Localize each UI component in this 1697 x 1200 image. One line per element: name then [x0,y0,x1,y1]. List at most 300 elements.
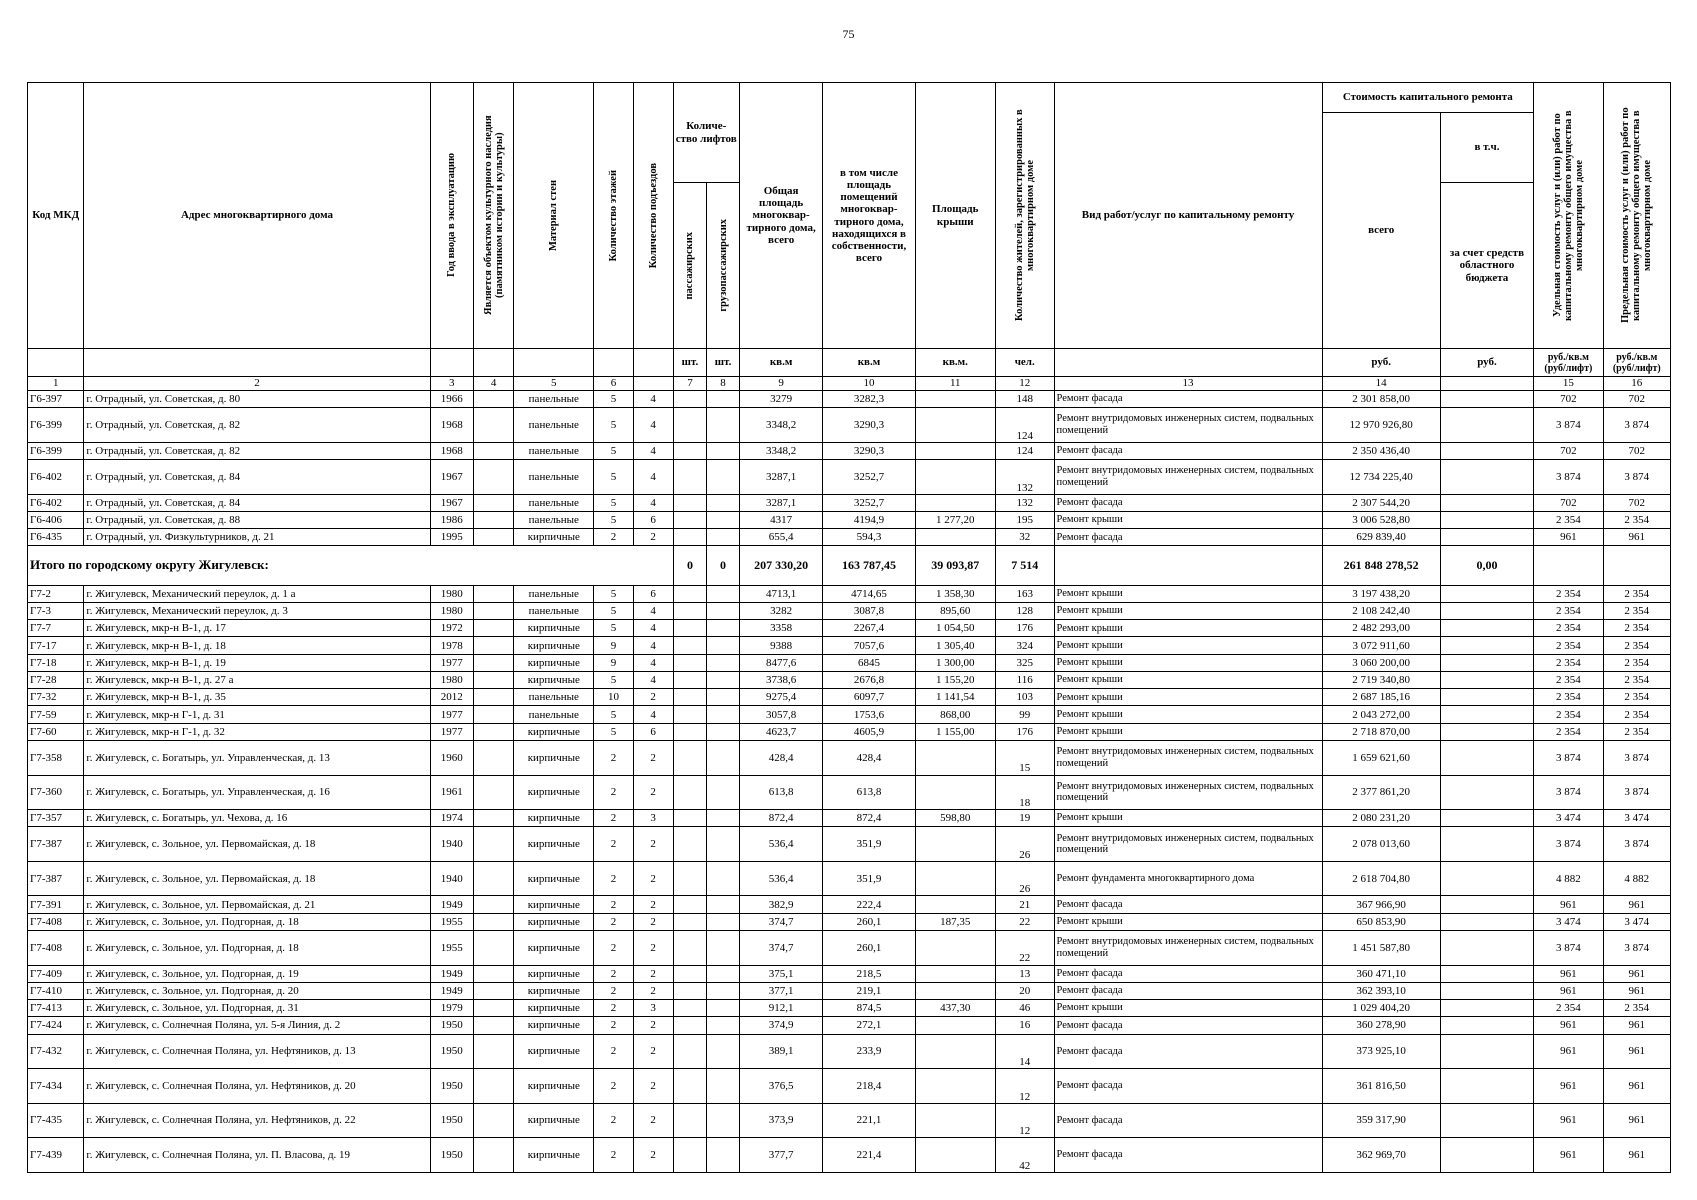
table-cell: 702 [1603,442,1670,459]
table-cell: 4 [633,460,673,495]
table-cell: г. Жигулевск, с. Зольное, ул. Первомайская, д. 18 [84,827,430,862]
table-cell: 12 734 225,40 [1322,460,1440,495]
table-cell: кирпичные [514,931,594,966]
table-cell: панельные [514,408,594,443]
table-cell: 3282,3 [823,391,915,408]
table-cell: Ремонт крыши [1054,602,1322,619]
table-cell: 4 882 [1603,861,1670,896]
table-cell [673,741,707,776]
table-cell: 872,4 [739,810,823,827]
table-cell: 1979 [430,1000,473,1017]
table-cell [707,529,740,546]
table-cell: 1 029 404,20 [1322,1000,1440,1017]
table-cell: 3 [633,1000,673,1017]
table-cell: г. Жигулевск, мкр-н В-1, д. 19 [84,654,430,671]
table-cell: 2 [594,965,633,982]
col-number: 15 [1534,377,1603,391]
table-cell: кирпичные [514,810,594,827]
table-cell: 233,9 [823,1034,915,1069]
table-cell [1440,391,1533,408]
table-cell: 132 [995,460,1054,495]
table-cell: 961 [1534,982,1603,999]
table-cell [1440,861,1533,896]
table-cell: 428,4 [739,741,823,776]
header-entrances: Количество подъездов [647,162,659,269]
table-cell: 4 [633,442,673,459]
table-cell [707,671,740,688]
header-code: Код МКД [28,83,84,349]
table-cell: 359 317,90 [1322,1103,1440,1138]
table-cell: 2 [594,1069,633,1104]
table-cell: 5 [594,671,633,688]
table-row [28,913,1671,930]
table-cell: 2 354 [1603,706,1670,723]
table-cell: 195 [995,511,1054,528]
table-cell: 260,1 [823,913,915,930]
table-cell [673,654,707,671]
table-cell [1440,706,1533,723]
table-cell: 2 [594,1017,633,1034]
table-cell [1440,585,1533,602]
table-cell [474,585,514,602]
table-cell: 22 [995,913,1054,930]
table-cell [673,965,707,982]
table-cell: Г6-397 [28,391,84,408]
table-cell: г. Жигулевск, мкр-н Г-1, д. 31 [84,706,430,723]
table-cell [707,775,740,810]
table-cell: г. Жигулевск, с. Богатырь, ул. Чехова, д. 16 [84,810,430,827]
table-cell: 1 155,20 [915,671,995,688]
table-cell: 2 [594,1103,633,1138]
table-cell: 377,7 [739,1138,823,1173]
table-cell: 219,1 [823,982,915,999]
rows-otradny [28,391,1671,546]
table-cell: 2 108 242,40 [1322,602,1440,619]
header-total-area: Общая площадь многоквар-тирного дома, всего [739,83,823,349]
table-cell: 324 [995,637,1054,654]
table-cell: Ремонт внутридомовых инженерных систем, подвальных помещений [1054,408,1322,443]
table-cell: 2 719 340,80 [1322,671,1440,688]
header-lifts-cargo: грузопассажирских [717,219,729,312]
table-cell: кирпичные [514,654,594,671]
table-cell [673,723,707,740]
table-cell [1440,723,1533,740]
table-cell: Г7-7 [28,620,84,637]
table-cell: 1950 [430,1017,473,1034]
col-number: 8 [707,377,740,391]
table-cell: г. Жигулевск, с. Зольное, ул. Подгорная, д. 20 [84,982,430,999]
table-cell: 961 [1534,1017,1603,1034]
table-cell [707,861,740,896]
total-residents: 7 514 [995,546,1054,585]
table-cell: 702 [1603,391,1670,408]
header-floors: Количество этажей [607,169,619,262]
table-cell: 2 307 544,20 [1322,494,1440,511]
table-cell: Г7-387 [28,827,84,862]
table-cell: 2 [594,1138,633,1173]
table-cell: 2 [633,1103,673,1138]
table-cell: 2 [633,931,673,966]
table-cell: 2 [633,827,673,862]
table-cell: 2 [633,689,673,706]
col-number: 13 [1054,377,1322,391]
table-cell: 874,5 [823,1000,915,1017]
table-cell: 2 354 [1603,689,1670,706]
table-cell [915,896,995,913]
table-cell: 7057,6 [823,637,915,654]
table-cell: 4 [633,654,673,671]
table-cell: 351,9 [823,827,915,862]
unit-rub: руб. [1440,349,1533,377]
table-cell: 2 354 [1603,620,1670,637]
table-cell [673,602,707,619]
table-cell [707,965,740,982]
table-cell: 2 [633,1138,673,1173]
table-cell: 1950 [430,1103,473,1138]
table-cell: 2 354 [1534,637,1603,654]
table-cell: 367 966,90 [1322,896,1440,913]
table-cell [474,460,514,495]
table-cell: кирпичные [514,671,594,688]
table-cell: Ремонт фасада [1054,1103,1322,1138]
table-cell [707,931,740,966]
table-row [28,1069,1671,1104]
table-cell: 176 [995,620,1054,637]
table-cell: г. Отрадный, ул. Советская, д. 82 [84,442,430,459]
table-cell: 961 [1603,1138,1670,1173]
table-cell: 2 354 [1603,585,1670,602]
table-cell: кирпичные [514,1103,594,1138]
table-cell: 3252,7 [823,460,915,495]
table-cell: кирпичные [514,965,594,982]
table-cell: 1955 [430,931,473,966]
table-cell [707,982,740,999]
table-cell [474,620,514,637]
table-cell [474,896,514,913]
table-cell: 377,1 [739,982,823,999]
table-cell [673,460,707,495]
table-cell [707,1034,740,1069]
table-cell: 961 [1534,1034,1603,1069]
table-cell: панельные [514,442,594,459]
table-cell: 362 393,10 [1322,982,1440,999]
table-cell: 5 [594,511,633,528]
table-cell [707,637,740,654]
table-cell: 1980 [430,602,473,619]
table-cell: 2 [594,1034,633,1069]
table-cell [474,741,514,776]
table-cell: Ремонт внутридомовых инженерных систем, подвальных помещений [1054,931,1322,966]
header-roof-area: Площадь крыши [915,83,995,349]
table-cell [707,654,740,671]
table-cell: 3 474 [1534,810,1603,827]
table-cell: 1 155,00 [915,723,995,740]
table-cell: 3348,2 [739,442,823,459]
table-cell: 362 969,70 [1322,1138,1440,1173]
unit-area: кв.м [739,349,823,377]
table-row [28,460,1671,495]
table-cell: 2 354 [1534,620,1603,637]
table-cell: 3290,3 [823,408,915,443]
table-cell: кирпичные [514,1017,594,1034]
table-row [28,1103,1671,1138]
table-cell: 10 [594,689,633,706]
table-cell [1440,1103,1533,1138]
table-cell: 961 [1603,896,1670,913]
table-cell: Ремонт фасада [1054,965,1322,982]
table-cell: 4623,7 [739,723,823,740]
table-cell [673,391,707,408]
table-cell: Ремонт крыши [1054,689,1322,706]
table-cell: Ремонт крыши [1054,810,1322,827]
table-cell [673,1103,707,1138]
table-cell: 4 [633,671,673,688]
table-cell: 1 305,40 [915,637,995,654]
table-cell: 2 [633,529,673,546]
col-number: 12 [995,377,1054,391]
unit-rub-per-m2: руб./кв.м (руб/лифт) [1603,349,1670,377]
table-cell: 2 354 [1603,654,1670,671]
table-cell: 1949 [430,965,473,982]
unit-rub: руб. [1322,349,1440,377]
table-cell: 5 [594,442,633,459]
table-cell [1440,689,1533,706]
table-cell [474,775,514,810]
table-cell: 1753,6 [823,706,915,723]
table-cell: 5 [594,585,633,602]
table-cell: 1972 [430,620,473,637]
table-cell [1440,741,1533,776]
table-cell: Ремонт фасада [1054,1017,1322,1034]
table-cell: 3 874 [1603,931,1670,966]
table-cell: г. Жигулевск, Механический переулок, д. 3 [84,602,430,619]
table-cell: 2 [633,1069,673,1104]
table-cell: 187,35 [915,913,995,930]
table-cell [707,1000,740,1017]
table-row [28,723,1671,740]
table-cell [474,529,514,546]
unit-people: чел. [995,349,1054,377]
table-cell: кирпичные [514,775,594,810]
table-cell: 2 354 [1534,706,1603,723]
table-cell: Ремонт крыши [1054,654,1322,671]
table-cell: 961 [1534,896,1603,913]
table-cell: 961 [1603,1069,1670,1104]
table-cell: г. Отрадный, ул. Советская, д. 80 [84,391,430,408]
table-cell: 3279 [739,391,823,408]
table-cell: 8477,6 [739,654,823,671]
table-cell: 103 [995,689,1054,706]
header-cost-total: всего [1322,113,1440,349]
table-cell [915,827,995,862]
table-cell [915,931,995,966]
table-row [28,982,1671,999]
table-cell: 360 278,90 [1322,1017,1440,1034]
table-cell [1440,1017,1533,1034]
table-cell: Ремонт фасада [1054,391,1322,408]
header-address: Адрес многоквартирного дома [84,83,430,349]
table-cell [707,585,740,602]
table-cell: 4 [633,602,673,619]
table-cell: 2 687 185,16 [1322,689,1440,706]
table-cell: 2 [594,861,633,896]
total-area: 207 330,20 [739,546,823,585]
header-max-cost: Предельная стоимость услуг и (или) работ по капитальному ремонту общего имущества в многоквартирном доме [1620,107,1654,324]
table-cell [707,1069,740,1104]
table-cell: 1949 [430,982,473,999]
table-cell [1440,1069,1533,1104]
table-cell: 702 [1603,494,1670,511]
table-cell [1440,1000,1533,1017]
table-cell: 376,5 [739,1069,823,1104]
table-cell: 1980 [430,585,473,602]
table-cell: 9275,4 [739,689,823,706]
table-cell: Г7-413 [28,1000,84,1017]
table-cell: г. Отрадный, ул. Физкультурников, д. 21 [84,529,430,546]
table-cell: Г6-402 [28,460,84,495]
header-unit-cost: Удельная стоимость услуг и (или) работ по капитальному ремонту общего имущества в многоквартирном доме [1551,110,1585,321]
table-cell: Г7-3 [28,602,84,619]
table-cell: 2 354 [1534,654,1603,671]
table-cell: Г7-432 [28,1034,84,1069]
table-cell: 1967 [430,460,473,495]
table-cell: 1 659 621,60 [1322,741,1440,776]
col-number: 2 [84,377,430,391]
table-cell: 5 [594,408,633,443]
table-cell [673,689,707,706]
table-cell [707,442,740,459]
col-number: 5 [514,377,594,391]
header-heritage: Является объектом культурного наследия (памятником истории и культуры) [482,115,505,316]
table-cell [673,511,707,528]
page-number: 75 [842,27,855,41]
table-cell: Г7-408 [28,913,84,930]
table-cell: 5 [594,602,633,619]
table-cell: г. Отрадный, ул. Советская, д. 88 [84,511,430,528]
table-cell: 132 [995,494,1054,511]
table-cell: 3 874 [1603,775,1670,810]
table-row [28,637,1671,654]
table-cell [915,775,995,810]
table-cell: кирпичные [514,1034,594,1069]
table-row [28,861,1671,896]
table-row [28,620,1671,637]
table-cell: 3 [633,810,673,827]
table-cell: 373 925,10 [1322,1034,1440,1069]
table-cell: 26 [995,861,1054,896]
table-cell: Г6-399 [28,408,84,443]
table-cell [673,1138,707,1173]
table-cell: 4605,9 [823,723,915,740]
table-cell [915,1069,995,1104]
table-cell [1440,460,1533,495]
table-cell [673,1034,707,1069]
table-cell: 148 [995,391,1054,408]
table-cell [474,931,514,966]
table-cell: 9 [594,637,633,654]
table-cell [707,1103,740,1138]
table-cell: Ремонт крыши [1054,620,1322,637]
col-number: 4 [474,377,514,391]
table-cell: 536,4 [739,861,823,896]
table-cell: Ремонт крыши [1054,671,1322,688]
table-cell: 374,7 [739,913,823,930]
table-row [28,896,1671,913]
table-cell: 124 [995,408,1054,443]
table-cell [707,706,740,723]
table-cell: 961 [1534,1103,1603,1138]
table-cell: Г6-399 [28,442,84,459]
table-cell: 3 060 200,00 [1322,654,1440,671]
table-cell: 2 [594,741,633,776]
table-row [28,689,1671,706]
table-cell: 3 874 [1534,741,1603,776]
table-cell [915,965,995,982]
table-cell: Г7-410 [28,982,84,999]
table-cell [474,689,514,706]
table-cell [474,1138,514,1173]
table-row [28,529,1671,546]
table-cell [673,861,707,896]
table-cell: 1995 [430,529,473,546]
table-cell: панельные [514,460,594,495]
table-cell: 2 [633,1034,673,1069]
table-row [28,1000,1671,1017]
table-cell: 3 874 [1534,827,1603,862]
table-cell [474,1000,514,1017]
table-cell: Г7-28 [28,671,84,688]
table-cell: Ремонт фундамента многоквартирного дома [1054,861,1322,896]
table-cell: Ремонт внутридомовых инженерных систем, подвальных помещений [1054,775,1322,810]
table-cell: 3087,8 [823,602,915,619]
table-cell: 961 [1603,1017,1670,1034]
table-cell: 3 874 [1534,931,1603,966]
table-cell: Г7-59 [28,706,84,723]
table-cell [474,408,514,443]
table-cell [707,827,740,862]
table-cell: Г7-2 [28,585,84,602]
table-cell: 2 354 [1534,671,1603,688]
table-cell: 22 [995,931,1054,966]
table-cell: 1950 [430,1069,473,1104]
table-cell [1440,654,1533,671]
table-cell: г. Жигулевск, с. Солнечная Поляна, ул. Нефтяников, д. 22 [84,1103,430,1138]
table-cell [474,391,514,408]
table-cell [474,671,514,688]
table-cell: 702 [1534,391,1603,408]
col-number: 10 [823,377,915,391]
table-cell: Ремонт фасада [1054,1069,1322,1104]
table-cell: 360 471,10 [1322,965,1440,982]
table-cell [474,861,514,896]
table-cell: 4 [633,391,673,408]
table-cell: 912,1 [739,1000,823,1017]
table-cell [915,861,995,896]
table-cell: Ремонт крыши [1054,723,1322,740]
table-cell: 2 354 [1603,671,1670,688]
table-cell: 128 [995,602,1054,619]
table-cell: Г7-60 [28,723,84,740]
table-cell: 5 [594,706,633,723]
table-cell [673,775,707,810]
table-cell: 5 [594,391,633,408]
table-cell: 6 [633,585,673,602]
table-cell: 2 078 013,60 [1322,827,1440,862]
table-row [28,965,1671,982]
table-cell: кирпичные [514,982,594,999]
table-cell: Г6-406 [28,511,84,528]
table-cell [1440,637,1533,654]
